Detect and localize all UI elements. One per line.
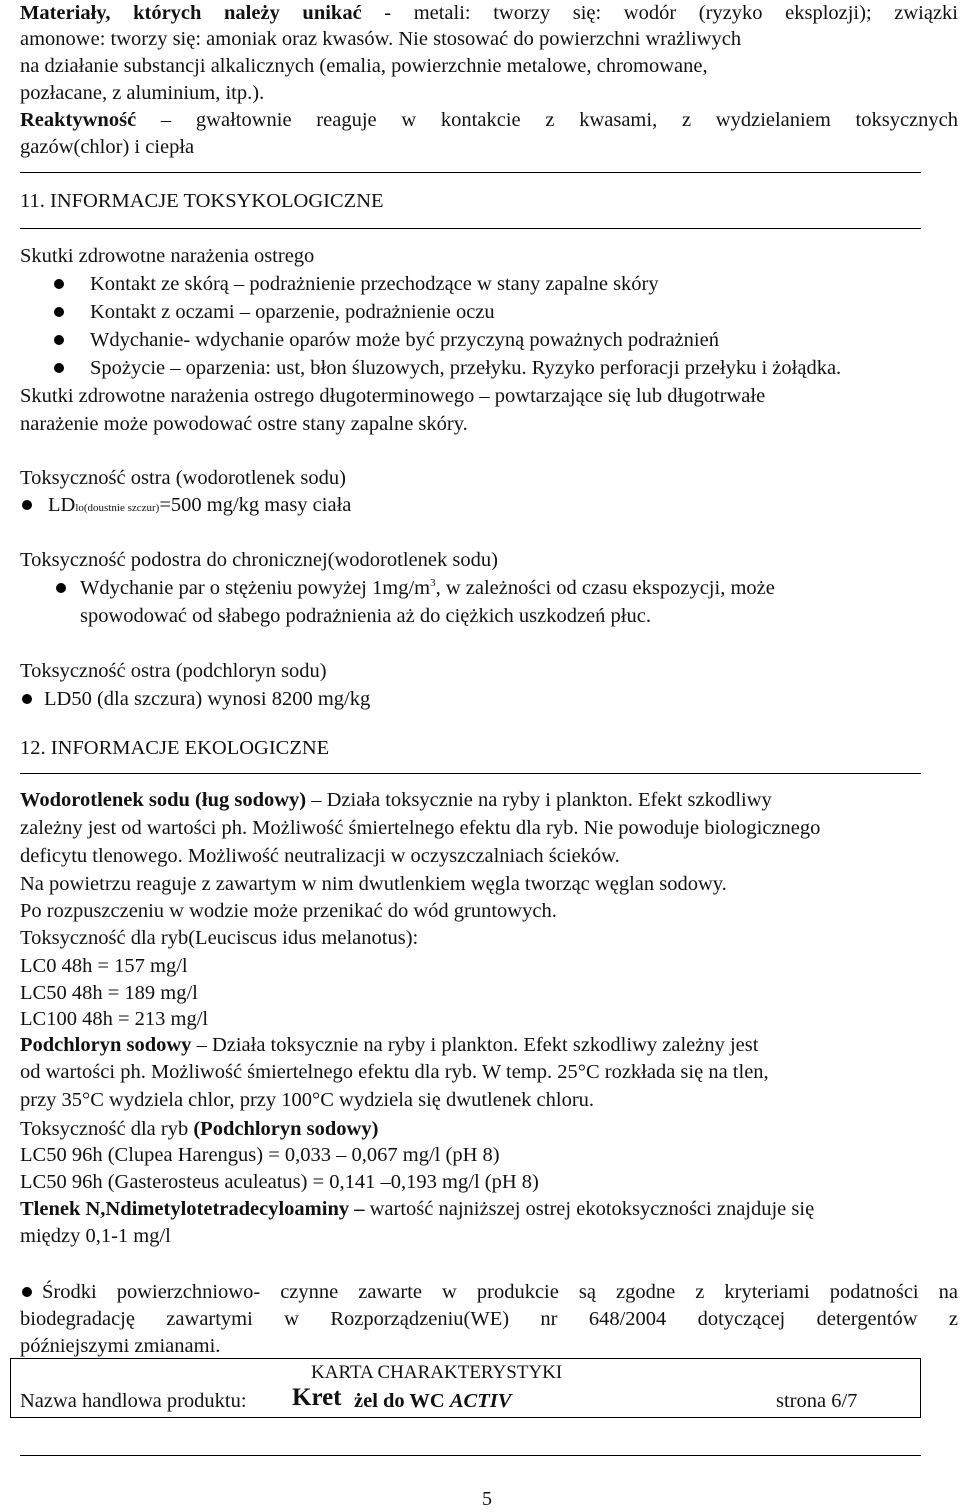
bullet-icon bbox=[22, 694, 32, 704]
chronic-effects-line-1: Skutki zdrowotne narażenia ostrego długoterminowego – powtarzające się lub długotrwałe bbox=[20, 385, 766, 407]
bullet-icon bbox=[54, 279, 64, 289]
page-indicator: strona 6/7 bbox=[776, 1390, 858, 1412]
materials-to-avoid-line-3: na działanie substancji alkalicznych (emalia, powierzchnie metalowe, chromowane, bbox=[20, 55, 708, 77]
acute-toxicity-naoh-label: Toksyczność ostra (wodorotlenek sodu) bbox=[20, 467, 346, 489]
naoh-eco-line-4: Na powietrzu reaguje z zawartym w nim dwutlenkiem węgla tworząc węglan sodowy. bbox=[20, 873, 727, 895]
bullet-icon bbox=[54, 307, 64, 317]
surfactants-line-2: biodegradację zawartymi w Rozporządzeniu(WE) nr 648/2004 dotyczącej detergentów z bbox=[20, 1308, 958, 1330]
subchronic-text-b: , w zależności od czasu ekspozycji, może bbox=[435, 577, 775, 599]
lc50-value: LC50 48h = 189 mg/l bbox=[20, 982, 198, 1004]
materials-to-avoid-text: - metali: tworzy się: wodór (ryzyko eksplozji); związki bbox=[361, 2, 958, 24]
ld-rest: =500 mg/kg masy ciała bbox=[159, 494, 352, 516]
naocl-eco-line-2: od wartości ph. Możliwość śmiertelnego efektu dla ryb. W temp. 25°C rozkłada się na tlen, bbox=[20, 1061, 769, 1083]
divider bbox=[20, 228, 921, 229]
page-number: 5 bbox=[482, 1488, 492, 1510]
divider bbox=[20, 172, 921, 173]
divider bbox=[20, 773, 921, 774]
product-name bbox=[354, 1388, 511, 1414]
naoh-text: – Działa toksycznie na ryby i plankton. Efekt szkodliwy bbox=[306, 789, 772, 811]
lc100-value: LC100 48h = 213 mg/l bbox=[20, 1008, 209, 1030]
naoh-eco-line-2: zależny jest od wartości ph. Możliwość śmiertelnego efektu dla ryb. Nie powoduje biologicznego bbox=[20, 817, 821, 839]
bullet-icon bbox=[22, 500, 32, 510]
reactivity-text: – gwałtownie reaguje w kontakcie z kwasami, z wydzielaniem toksycznych bbox=[136, 109, 958, 131]
naocl-eco-line-1 bbox=[20, 1032, 758, 1058]
naocl-eco-line-3: przy 35°C wydziela chlor, przy 100°C wydziela się dwutlenek chloru. bbox=[20, 1089, 595, 1111]
bullet-inhalation: Wdychanie- wdychanie oparów może być przyczyną poważnych podrażnień bbox=[90, 329, 719, 351]
lc50-clupea: LC50 96h (Clupea Harengus) = 0,033 – 0,067 mg/l (pH 8) bbox=[20, 1144, 500, 1166]
acute-effects-label: Skutki zdrowotne narażenia ostrego bbox=[20, 245, 315, 267]
naocl-text: – Działa toksycznie na ryby i plankton. Efekt szkodliwy zależny jest bbox=[191, 1034, 759, 1056]
footer-title: KARTA CHARAKTERYSTYKI bbox=[311, 1362, 563, 1383]
bullet-eyes: Kontakt z oczami – oparzenie, podrażnienie oczu bbox=[90, 301, 495, 323]
bullet-icon bbox=[22, 1287, 32, 1297]
bullet-icon bbox=[54, 363, 64, 373]
subchronic-line-2: spowodować od słabego podrażnienia aż do ciężkich uszkodzeń płuc. bbox=[80, 605, 651, 627]
subchronic-toxicity-label: Toksyczność podostra do chronicznej(wodorotlenek sodu) bbox=[20, 549, 498, 571]
divider bbox=[20, 1455, 921, 1456]
materials-to-avoid-line-4: pozłacane, z aluminium, itp.). bbox=[20, 82, 265, 104]
naoh-eco-line-5: Po rozpuszczeniu w wodzie może przenikać do wód gruntowych. bbox=[20, 900, 557, 922]
section-11-heading: 11. INFORMACJE TOKSYKOLOGICZNE bbox=[20, 190, 384, 212]
bullet-skin: Kontakt ze skórą – podrażnienie przechodzące w stany zapalne skóry bbox=[90, 273, 659, 295]
naoh-label: Wodorotlenek sodu (ług sodowy) bbox=[20, 789, 307, 811]
amine-line-1 bbox=[20, 1196, 814, 1222]
reactivity-line-2: gazów(chlor) i ciepła bbox=[20, 136, 195, 158]
materials-to-avoid-label: Materiały, których należy unikać bbox=[20, 2, 362, 24]
ld-value bbox=[48, 492, 351, 521]
surfactants-line-3: późniejszymi zmianami. bbox=[20, 1335, 221, 1357]
amine-line-2: między 0,1-1 mg/l bbox=[20, 1225, 171, 1247]
ld-main: LD bbox=[48, 494, 76, 516]
product-name-text: żel do WC bbox=[354, 1390, 445, 1412]
fish-toxicity-label: Toksyczność dla ryb(Leuciscus idus melanotus): bbox=[20, 927, 419, 949]
surfactants-line-1: Środki powierzchniowo- czynne zawarte w produkcie są zgodne z kryteriami podatności na bbox=[42, 1281, 958, 1303]
acute-toxicity-naocl-label: Toksyczność ostra (podchloryn sodu) bbox=[20, 660, 327, 682]
amine-text: wartość najniższej ostrej ekotoksyczności znajduje się bbox=[364, 1198, 815, 1220]
bullet-icon bbox=[56, 583, 66, 593]
chronic-effects-line-2: narażenie może powodować ostre stany zapalne skóry. bbox=[20, 413, 468, 435]
ld50-value: LD50 (dla szczura) wynosi 8200 mg/kg bbox=[44, 688, 371, 710]
naoh-eco-line-3: deficytu tlenowego. Możliwość neutralizacji w oczyszczalniach ścieków. bbox=[20, 845, 620, 867]
amine-label: Tlenek N,Ndimetylotetradecyloaminy – bbox=[20, 1198, 365, 1220]
reactivity-label: Reaktywność bbox=[20, 109, 137, 131]
bullet-ingestion: Spożycie – oparzenia: ust, błon śluzowych, przełyku. Ryzyko perforacji przełyku i żołądka. bbox=[90, 357, 842, 379]
fish-toxicity-naocl-label bbox=[20, 1116, 378, 1142]
lc0-value: LC0 48h = 157 mg/l bbox=[20, 955, 188, 977]
lc50-gasterosteus: LC50 96h (Gasterosteus aculeatus) = 0,141 –0,193 mg/l (pH 8) bbox=[20, 1171, 539, 1193]
brand-name: Kret bbox=[292, 1384, 342, 1411]
materials-to-avoid-line-1 bbox=[20, 0, 958, 26]
trade-name-label: Nazwa handlowa produktu: bbox=[20, 1390, 247, 1412]
subchronic-text-a: Wdychanie par o stężeniu powyżej 1mg/m bbox=[80, 577, 431, 599]
superscript-3: 3 bbox=[430, 577, 436, 589]
materials-to-avoid-line-2: amonowe: tworzy się: amoniak oraz kwasów. Nie stosować do powierzchni wrażliwych bbox=[20, 28, 742, 50]
subchronic-line-1 bbox=[80, 575, 775, 604]
product-name-italic: ACTIV bbox=[449, 1390, 512, 1412]
fish-toxicity-bold: (Podchloryn sodowy) bbox=[193, 1118, 379, 1140]
reactivity-line-1 bbox=[20, 107, 958, 133]
ld-subscript: lo(doustnie szczur) bbox=[75, 502, 160, 514]
bullet-icon bbox=[54, 335, 64, 345]
section-12-heading: 12. INFORMACJE EKOLOGICZNE bbox=[20, 737, 330, 759]
naocl-label: Podchloryn sodowy bbox=[20, 1034, 192, 1056]
naoh-eco-line-1 bbox=[20, 787, 772, 813]
fish-toxicity-text: Toksyczność dla ryb bbox=[20, 1118, 194, 1140]
